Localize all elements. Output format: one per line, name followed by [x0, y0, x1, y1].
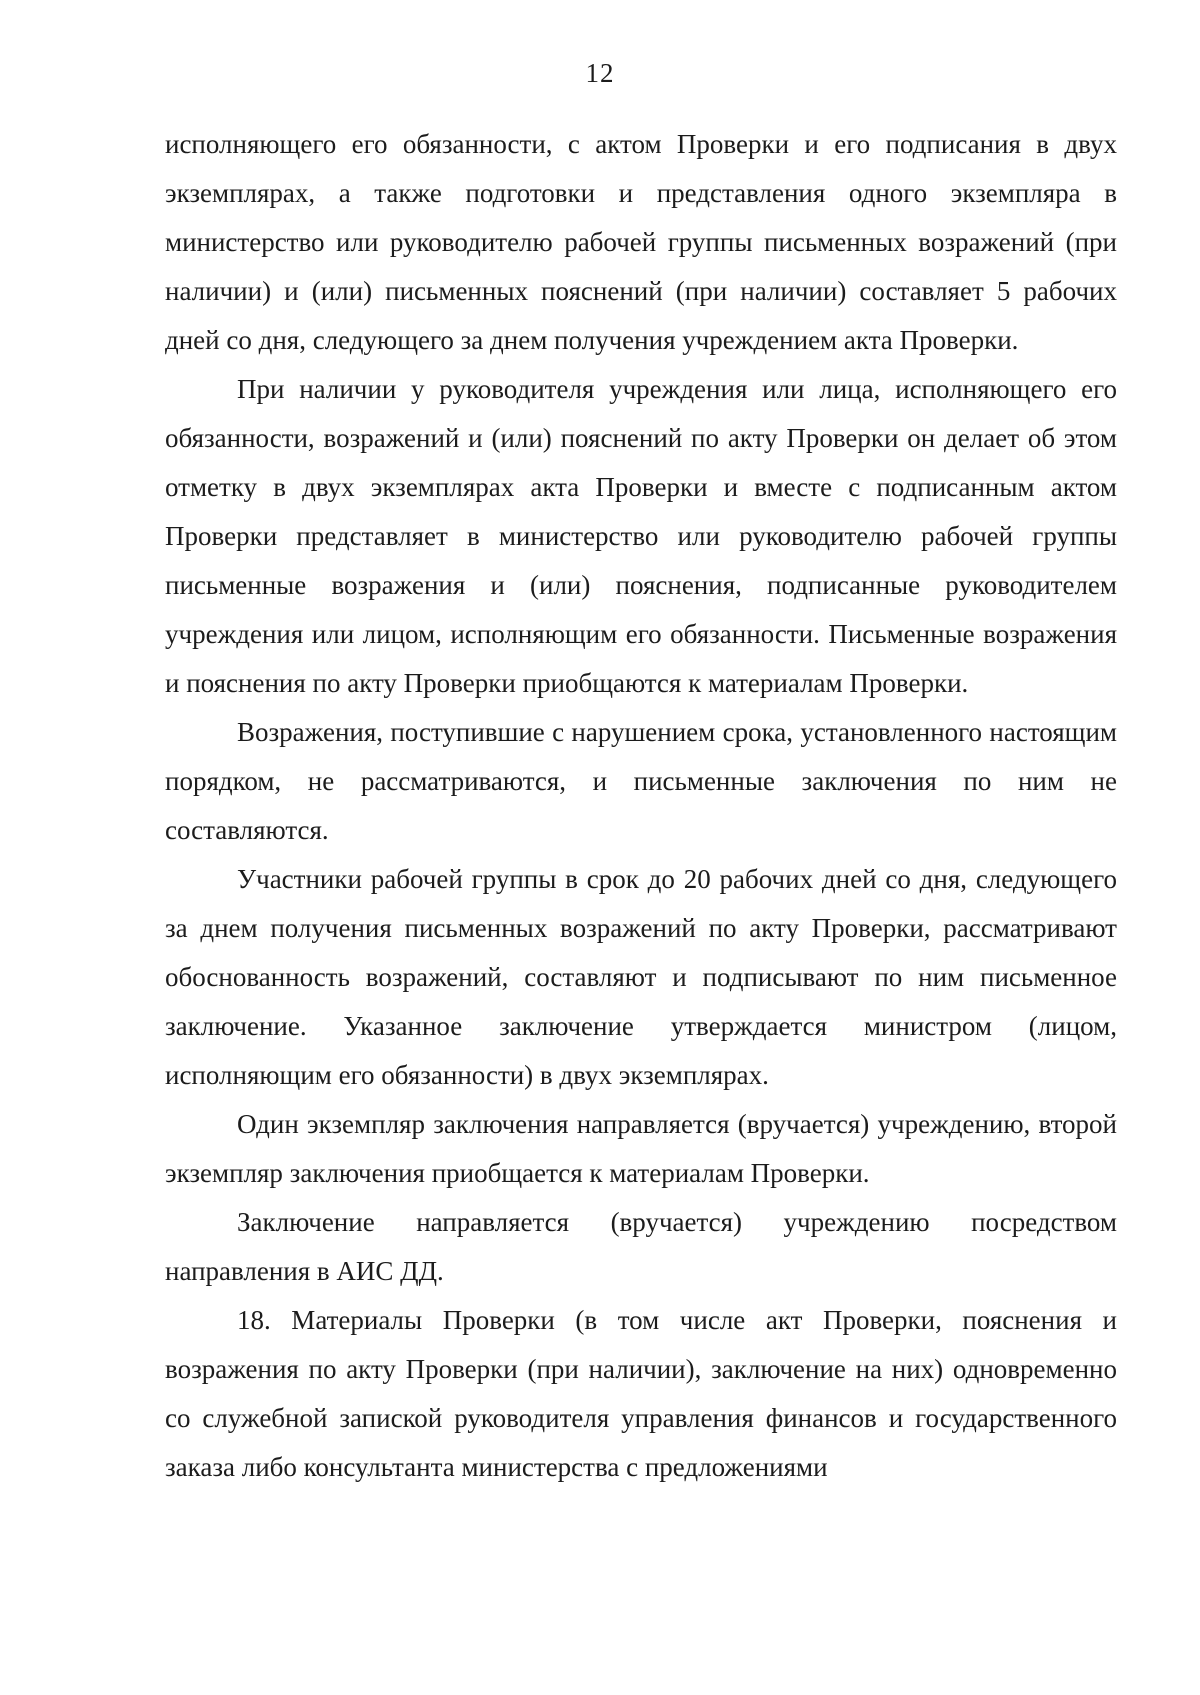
paragraph-working-group-review: Участники рабочей группы в срок до 20 рабочих дней со дня, следующего за днем получения письменных возражений по акту Проверки, рассматривают обоснованность возражений, составляют и подписывают по ним письменное заключение. Указанное заключение утверждается министром (лицом, исполняющим его обязанности) в двух экземплярах. [165, 864, 1117, 1090]
paragraph-conclusion-copies: Один экземпляр заключения направляется (вручается) учреждению, второй экземпляр заключения приобщается к материалам Проверки. [165, 1109, 1117, 1188]
paragraph-continuation: исполняющего его обязанности, с актом Проверки и его подписания в двух экземплярах, а также подготовки и представления одного экземпляра в министерство или руководителю рабочей группы письменных возражений (при наличии) и (или) письменных пояснений (при наличии) составляет 5 рабочих дней со дня, следующего за днем получения учреждением акта Проверки. [165, 129, 1117, 355]
paragraph-late-objections: Возражения, поступившие с нарушением срока, установленного настоящим порядком, не рассматриваются, и письменные заключения по ним не составляются. [165, 717, 1117, 845]
paragraph-item-18: 18. Материалы Проверки (в том числе акт Проверки, пояснения и возражения по акту Проверки (при наличии), заключение на них) одновременно со служебной запиской руководителя управления финансов и государственного заказа либо консультанта министерства с предложениями [165, 1305, 1117, 1482]
page-number: 12 [585, 58, 615, 88]
paragraph-objections-submission: При наличии у руководителя учреждения или лица, исполняющего его обязанности, возражений и (или) пояснений по акту Проверки он делает об этом отметку в двух экземплярах акта Проверки и вместе с подписанным актом Проверки представляет в министерство или руководителю рабочей группы письменные возражения и (или) пояснения, подписанные руководителем учреждения или лицом, исполняющим его обязанности. Письменные возражения и пояснения по акту Проверки приобщаются к материалам Проверки. [165, 374, 1117, 698]
document-body [165, 120, 1117, 1492]
paragraph-conclusion-delivery: Заключение направляется (вручается) учреждению посредством направления в АИС ДД. [165, 1207, 1117, 1286]
